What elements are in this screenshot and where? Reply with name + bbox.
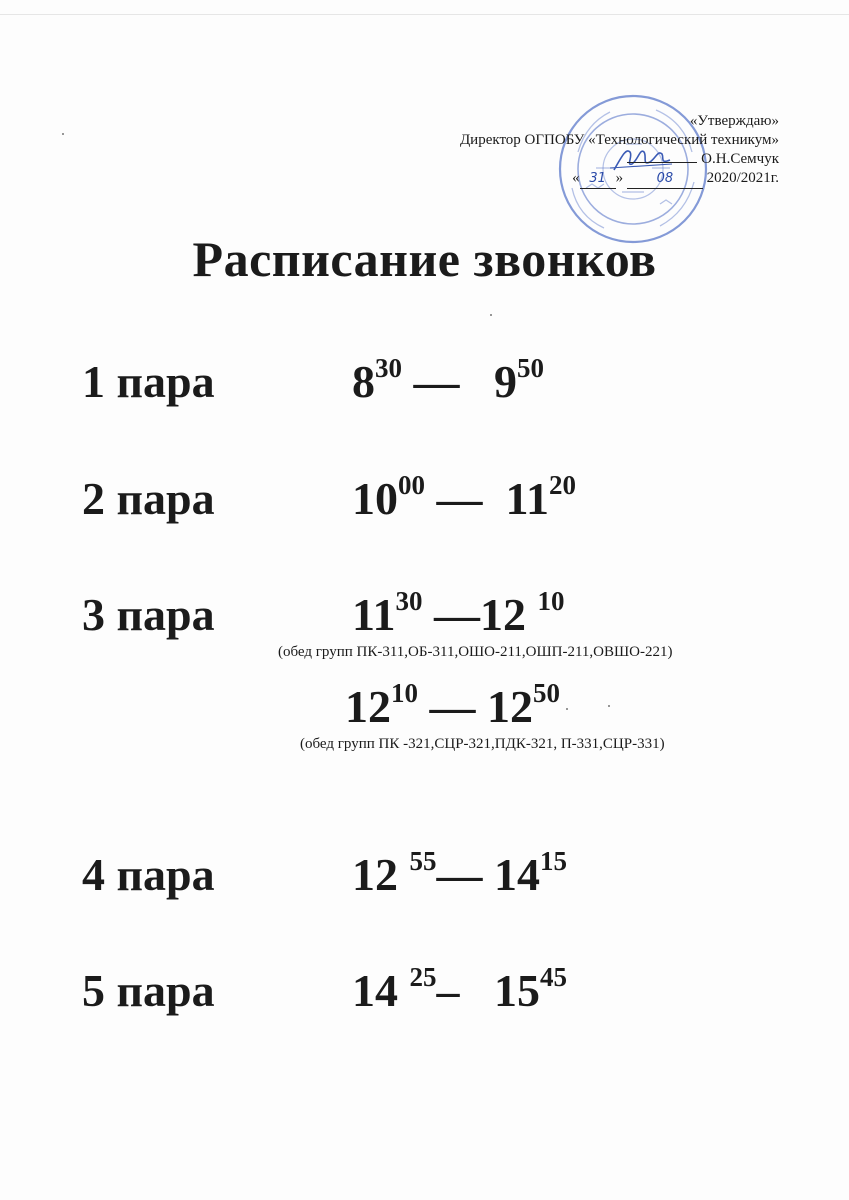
signature-blank [627,150,697,163]
start-hour: 14 [352,965,410,1016]
lunch-note-1: (обед групп ПК-311,ОБ-311,ОШО-211,ОШП-211,ОВШО-221) [278,644,673,660]
start-hour: 12 [352,849,410,900]
scan-edge-line [0,14,849,15]
time-dash: — [436,849,494,900]
open-quote: « [572,170,580,186]
period-label: 4 пара [82,849,215,900]
end-hour: 11 [505,473,549,524]
end-minute: 50 [533,677,560,708]
page-title: Расписание звонков [192,231,657,287]
time-dash: – [436,965,494,1016]
start-hour: 10 [352,473,398,524]
lunch-second-time [345,677,560,733]
start-hour: 8 [352,356,375,407]
approval-block [460,112,779,189]
start-hour: 11 [352,589,396,640]
close-quote: » [615,170,624,186]
approver-signature-line [460,150,779,169]
end-minute: 10 [537,585,565,616]
end-minute: 45 [540,961,567,992]
period-label: 1 пара [82,356,215,407]
start-minute: 25 [409,961,437,992]
time-dash: — [425,473,506,524]
approver-position: Директор ОГПОБУ «Технологический техникум» [459,132,779,148]
end-minute: 50 [517,352,544,383]
time-dash: — [418,681,487,732]
start-minute: 00 [398,469,425,500]
time-dash: — [422,589,480,640]
period-label: 2 пара [82,473,215,524]
approver-name: О.Н.Семчук [701,151,779,167]
end-hour: 9 [494,356,517,407]
end-minute: 15 [540,845,567,876]
speck [608,705,610,707]
period-time [352,961,567,1017]
speck [62,133,64,135]
start-minute: 10 [391,677,418,708]
start-minute: 30 [395,585,423,616]
approval-heading: «Утверждаю» [689,113,779,129]
start-hour: 12 [345,681,391,732]
speck [566,708,568,710]
speck [490,314,492,316]
time-dash: — [402,356,494,407]
period-time [352,352,544,408]
period-time [352,845,567,901]
approval-year: 2020/2021г. [706,170,779,186]
period-label: 3 пара [82,589,215,640]
approval-month: 08 [627,169,703,189]
end-hour: 15 [494,965,540,1016]
end-hour: 12 [487,681,533,732]
start-minute: 30 [375,352,402,383]
period-time [352,585,565,641]
end-hour: 12 [479,589,538,640]
end-minute: 20 [548,469,576,500]
period-label: 5 пара [82,965,215,1016]
end-hour: 14 [494,849,540,900]
start-minute: 55 [409,845,437,876]
period-time [352,469,576,525]
approval-day: 31 [580,169,616,189]
approval-date [460,169,779,189]
lunch-note-2: (обед групп ПК -321,СЦР-321,ПДК-321, П-331,СЦР-331) [300,736,665,752]
